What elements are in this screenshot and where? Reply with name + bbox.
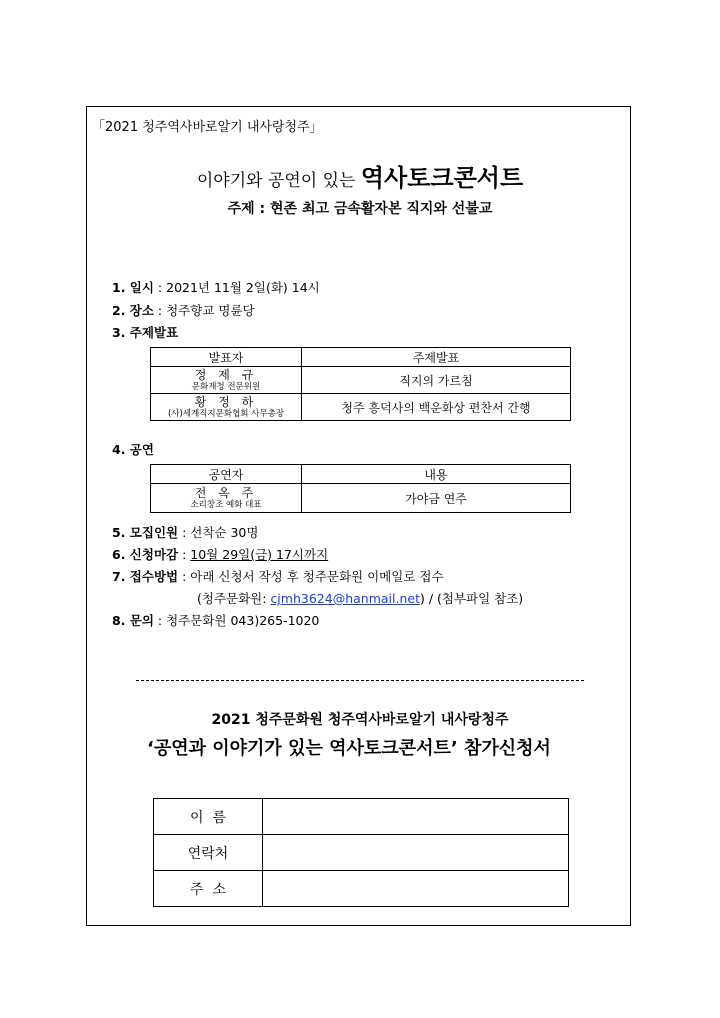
form-input-contact[interactable] [263, 835, 569, 871]
title-big: 역사토크콘서트 [360, 164, 524, 192]
performer-role: 소리창조 예화 대표 [190, 500, 262, 510]
form-label-contact: 연락처 [154, 835, 263, 871]
perf-header-performer: 공연자 [151, 465, 302, 484]
form-label-name: 이 름 [154, 799, 263, 835]
item-recruit-value: : 선착순 30명 [178, 525, 259, 540]
topic-cell: 청주 흥덕사의 백운화상 편찬서 간행 [302, 394, 571, 421]
item-contact [112, 611, 319, 629]
talk-table-header [151, 348, 571, 367]
application-form-table [153, 798, 569, 907]
item-recruit-label: 5. 모집인원 [112, 525, 179, 540]
form-title-line1: 2021 청주문화원 청주역사바로알기 내사랑청주 [211, 712, 509, 728]
item-date-value: : 2021년 11월 2일(화) 14시 [153, 280, 320, 295]
item-date-label: 1. 일시 [112, 280, 154, 295]
item-talk [112, 323, 178, 341]
email-link[interactable]: cjmh3624@hanmail.net [270, 591, 420, 606]
item-deadline-sep: : [178, 547, 191, 562]
title-small: 이야기와 공연이 있는 [196, 171, 361, 191]
item-deadline [112, 545, 328, 563]
cut-line-divider [136, 680, 584, 681]
performer-cell [151, 484, 302, 513]
table-row [151, 484, 571, 513]
item-deadline-value: 10월 29일(금) 17시까지 [190, 547, 329, 562]
item-date [112, 278, 320, 296]
page-title [0, 158, 720, 193]
form-label-address: 주 소 [154, 871, 263, 907]
speaker-cell [151, 367, 302, 394]
item-contact-label: 8. 문의 [112, 613, 154, 628]
item-recruit [112, 523, 258, 541]
item-contact-value: : 청주문화원 043)265-1020 [153, 613, 320, 628]
speaker-name: 정 제 규 [194, 368, 258, 382]
speaker-name: 황 정 하 [194, 395, 258, 409]
talk-header-topic: 주제발표 [302, 348, 571, 367]
talk-table [150, 347, 571, 421]
item-performance [112, 440, 154, 458]
item-method-value: : 아래 신청서 작성 후 청주문화원 이메일로 접수 [178, 569, 444, 584]
item-method [112, 567, 444, 585]
item-performance-label: 4. 공연 [112, 442, 154, 457]
item-talk-label: 3. 주제발표 [112, 325, 179, 340]
form-row-address [154, 871, 569, 907]
speaker-role: (사)세계직지문화협회 사무총장 [167, 409, 285, 419]
form-input-name[interactable] [263, 799, 569, 835]
perf-header-content: 내용 [302, 465, 571, 484]
form-row-name [154, 799, 569, 835]
form-input-address[interactable] [263, 871, 569, 907]
perf-table-header [151, 465, 571, 484]
speaker-role: 문화재청 전문위원 [191, 382, 261, 392]
method-sub-suffix: ) / (첨부파일 참조) [419, 591, 524, 606]
item-place-label: 2. 장소 [112, 303, 154, 318]
talk-header-speaker: 발표자 [151, 348, 302, 367]
form-row-contact [154, 835, 569, 871]
performer-name: 전 옥 주 [194, 486, 258, 500]
series-label: 「2021 청주역사바로알기 내사랑청주」 [92, 120, 323, 135]
form-title-line2: ‘공연과 이야기가 있는 역사토크콘서트’ 참가신청서 [147, 738, 551, 759]
method-sub-prefix: (청주문화원: [197, 591, 271, 606]
item-method-label: 7. 접수방법 [112, 569, 179, 584]
method-sub-line [197, 589, 523, 607]
performance-table [150, 464, 571, 513]
topic-cell: 직지의 가르침 [302, 367, 571, 394]
item-place-value: : 청주향교 명륜당 [153, 303, 255, 318]
speaker-cell [151, 394, 302, 421]
item-place [112, 301, 255, 319]
performance-content-cell: 가야금 연주 [302, 484, 571, 513]
table-row [151, 367, 571, 394]
table-row [151, 394, 571, 421]
item-deadline-label: 6. 신청마감 [112, 547, 179, 562]
subject-line: 주제 : 현존 최고 금속활자본 직지와 선불교 [227, 201, 493, 217]
